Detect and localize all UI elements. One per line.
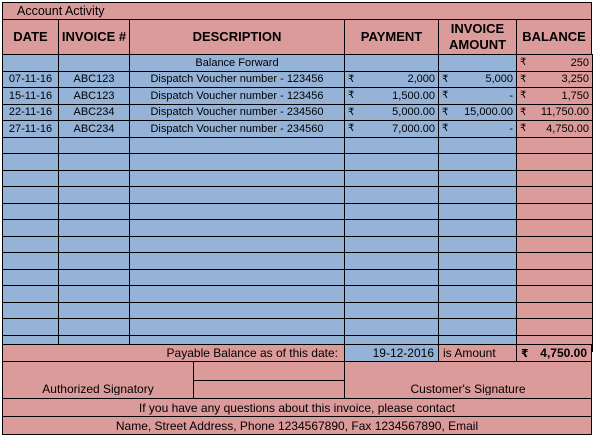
payment-cell-value: 2,000: [407, 73, 435, 86]
table-cell: [3, 55, 59, 72]
description-cell: Dispatch Voucher number - 123456: [130, 71, 345, 88]
customer-signature-label: Customer's Signature: [410, 383, 526, 395]
col-header-date: DATE: [2, 19, 59, 55]
balance-cell-value: 11,750.00: [540, 106, 589, 119]
description-cell: Dispatch Voucher number - 234560: [130, 104, 345, 121]
rupee-icon: ₹: [520, 106, 527, 118]
rupee-icon: ₹: [521, 346, 529, 360]
empty-table-row: [3, 236, 593, 253]
empty-cell: [439, 286, 517, 303]
footer-contact: Name, Street Address, Phone 1234567890, Fax 1234567890, Email: [115, 418, 479, 433]
date-cell: 22-11-16: [3, 104, 59, 121]
title-cell: [2, 2, 130, 20]
empty-table-row: [3, 269, 593, 286]
empty-cell: [3, 187, 59, 204]
invoice-amount-cell: [439, 88, 517, 105]
invoice-amount-cell: [439, 71, 517, 88]
rupee-icon: ₹: [520, 90, 527, 102]
empty-cell: [3, 220, 59, 237]
date-cell: 07-11-16: [3, 71, 59, 88]
empty-cell: [3, 137, 59, 154]
empty-cell: [517, 137, 593, 154]
customer-signature-cell: [344, 361, 592, 399]
empty-cell: [517, 236, 593, 253]
invoice-amount-cell-value: -: [509, 122, 513, 135]
table-row: [3, 121, 593, 138]
empty-cell: [439, 137, 517, 154]
payment-cell: [345, 88, 439, 105]
empty-table-row: [3, 220, 593, 237]
empty-cell: [59, 220, 130, 237]
empty-cell: [517, 253, 593, 270]
footer-questions: If you have any questions about this invoice, please contact: [138, 400, 456, 415]
invoice-cell: ABC234: [59, 104, 130, 121]
empty-table-row: [3, 253, 593, 270]
col-header-invoice: INVOICE #: [58, 19, 130, 55]
payable-amount-cell: [516, 344, 592, 362]
empty-cell: [130, 154, 345, 171]
invoice-cell: ABC123: [59, 71, 130, 88]
empty-cell: [130, 203, 345, 220]
authorized-signatory-label: Authorized Signatory: [42, 383, 154, 395]
empty-table-row: [3, 302, 593, 319]
payable-date: 19-12-2016: [372, 346, 434, 360]
empty-cell: [439, 154, 517, 171]
empty-cell: [517, 286, 593, 303]
empty-cell: [130, 319, 345, 336]
empty-cell: [59, 203, 130, 220]
empty-cell: [345, 203, 439, 220]
empty-cell: [130, 170, 345, 187]
empty-cell: [517, 203, 593, 220]
empty-cell: [3, 319, 59, 336]
empty-cell: [345, 302, 439, 319]
signature-line-bottom: [193, 380, 345, 399]
description-cell: Dispatch Voucher number - 123456: [130, 88, 345, 105]
empty-table-row: [3, 286, 593, 303]
table-row: [3, 88, 593, 105]
date-cell: 15-11-16: [3, 88, 59, 105]
payable-date-cell: [344, 344, 439, 362]
empty-cell: [439, 220, 517, 237]
empty-cell: [345, 137, 439, 154]
balance-cell: [517, 121, 593, 138]
payable-label-cell: [2, 344, 345, 362]
empty-cell: [3, 269, 59, 286]
empty-table-row: [3, 137, 593, 154]
empty-cell: [517, 187, 593, 204]
empty-cell: [439, 319, 517, 336]
empty-cell: [439, 236, 517, 253]
footer-contact-cell: [2, 416, 592, 435]
empty-cell: [439, 187, 517, 204]
empty-table-row: [3, 203, 593, 220]
rupee-icon: ₹: [348, 123, 355, 135]
table-row: [3, 104, 593, 121]
table-row: [3, 71, 593, 88]
empty-cell: [517, 302, 593, 319]
authorized-signatory-cell: [2, 361, 194, 399]
payment-cell-value: 1,500.00: [392, 89, 435, 102]
empty-cell: [345, 236, 439, 253]
table-cell: [59, 55, 130, 72]
payable-amount: 4,750.00: [540, 346, 587, 360]
empty-cell: [3, 286, 59, 303]
empty-cell: [130, 236, 345, 253]
empty-cell: [59, 236, 130, 253]
rupee-icon: ₹: [520, 73, 527, 85]
empty-cell: [345, 220, 439, 237]
empty-cell: [130, 302, 345, 319]
empty-cell: [59, 319, 130, 336]
empty-cell: [345, 253, 439, 270]
empty-cell: [3, 170, 59, 187]
payment-cell: [345, 104, 439, 121]
empty-cell: [130, 286, 345, 303]
is-amount-cell: [438, 344, 517, 362]
empty-cell: [345, 286, 439, 303]
empty-cell: [130, 187, 345, 204]
signature-line-top: [193, 361, 345, 381]
payment-cell: [345, 71, 439, 88]
balance-forward-value: 250: [570, 56, 589, 69]
payable-label: Payable Balance as of this date:: [166, 346, 338, 360]
empty-cell: [59, 253, 130, 270]
empty-cell: [439, 269, 517, 286]
activity-table: [2, 54, 593, 352]
balance-cell: [517, 104, 593, 121]
empty-cell: [345, 187, 439, 204]
balance-cell-value: 4,750.00: [546, 122, 589, 135]
invoice-amount-cell-value: 15,000.00: [464, 106, 513, 119]
rupee-icon: ₹: [520, 123, 527, 135]
empty-cell: [130, 220, 345, 237]
rupee-icon: ₹: [348, 73, 355, 85]
empty-cell: [59, 286, 130, 303]
empty-cell: [439, 203, 517, 220]
description-cell: Dispatch Voucher number - 234560: [130, 121, 345, 138]
footer-questions-cell: [2, 398, 592, 417]
empty-table-row: [3, 170, 593, 187]
title-filler: [129, 2, 592, 20]
balance-forward-cell: [517, 55, 593, 72]
rupee-icon: ₹: [442, 123, 449, 135]
balance-cell-value: 3,250: [561, 73, 589, 86]
payment-cell-value: 5,000.00: [392, 106, 435, 119]
empty-cell: [3, 236, 59, 253]
empty-cell: [3, 203, 59, 220]
empty-cell: [130, 269, 345, 286]
empty-cell: [59, 302, 130, 319]
empty-cell: [517, 154, 593, 171]
empty-cell: [59, 269, 130, 286]
rupee-icon: ₹: [442, 90, 449, 102]
empty-cell: [3, 253, 59, 270]
invoice-amount-cell: [439, 121, 517, 138]
balance-forward-row: [3, 55, 593, 72]
empty-cell: [3, 154, 59, 171]
empty-cell: [439, 170, 517, 187]
empty-cell: [59, 170, 130, 187]
is-amount-label: is Amount: [443, 346, 496, 360]
empty-cell: [130, 137, 345, 154]
empty-cell: [345, 319, 439, 336]
empty-cell: [439, 253, 517, 270]
rupee-icon: ₹: [348, 106, 355, 118]
page-title: Account Activity: [17, 3, 105, 18]
rupee-icon: ₹: [348, 90, 355, 102]
empty-cell: [439, 302, 517, 319]
empty-table-row: [3, 154, 593, 171]
col-header-description: DESCRIPTION: [129, 19, 345, 55]
payment-cell-value: 7,000.00: [392, 122, 435, 135]
invoice-amount-cell-value: 5,000: [485, 73, 513, 86]
empty-table-row: [3, 187, 593, 204]
invoice-cell: ABC234: [59, 121, 130, 138]
invoice-amount-cell-value: -: [509, 89, 513, 102]
col-header-payment: PAYMENT: [344, 19, 439, 55]
col-header-invoice-amount: INVOICE AMOUNT: [438, 19, 517, 55]
empty-table-row: [3, 319, 593, 336]
invoice-cell: ABC123: [59, 88, 130, 105]
empty-cell: [517, 220, 593, 237]
empty-cell: [345, 269, 439, 286]
table-cell: [439, 55, 517, 72]
balance-cell: [517, 71, 593, 88]
balance-forward-label: Balance Forward: [130, 55, 345, 72]
rupee-icon: ₹: [442, 73, 449, 85]
empty-cell: [59, 187, 130, 204]
invoice-amount-cell: [439, 104, 517, 121]
rupee-icon: ₹: [442, 106, 449, 118]
empty-cell: [130, 253, 345, 270]
rupee-icon: ₹: [520, 57, 527, 69]
payment-cell: [345, 121, 439, 138]
empty-cell: [345, 154, 439, 171]
empty-cell: [59, 137, 130, 154]
empty-cell: [345, 170, 439, 187]
empty-cell: [517, 170, 593, 187]
balance-cell: [517, 88, 593, 105]
date-cell: 27-11-16: [3, 121, 59, 138]
col-header-balance: BALANCE: [516, 19, 592, 55]
empty-cell: [59, 154, 130, 171]
empty-cell: [517, 269, 593, 286]
balance-cell-value: 1,750: [561, 89, 589, 102]
empty-cell: [517, 319, 593, 336]
table-cell: [345, 55, 439, 72]
empty-cell: [3, 302, 59, 319]
